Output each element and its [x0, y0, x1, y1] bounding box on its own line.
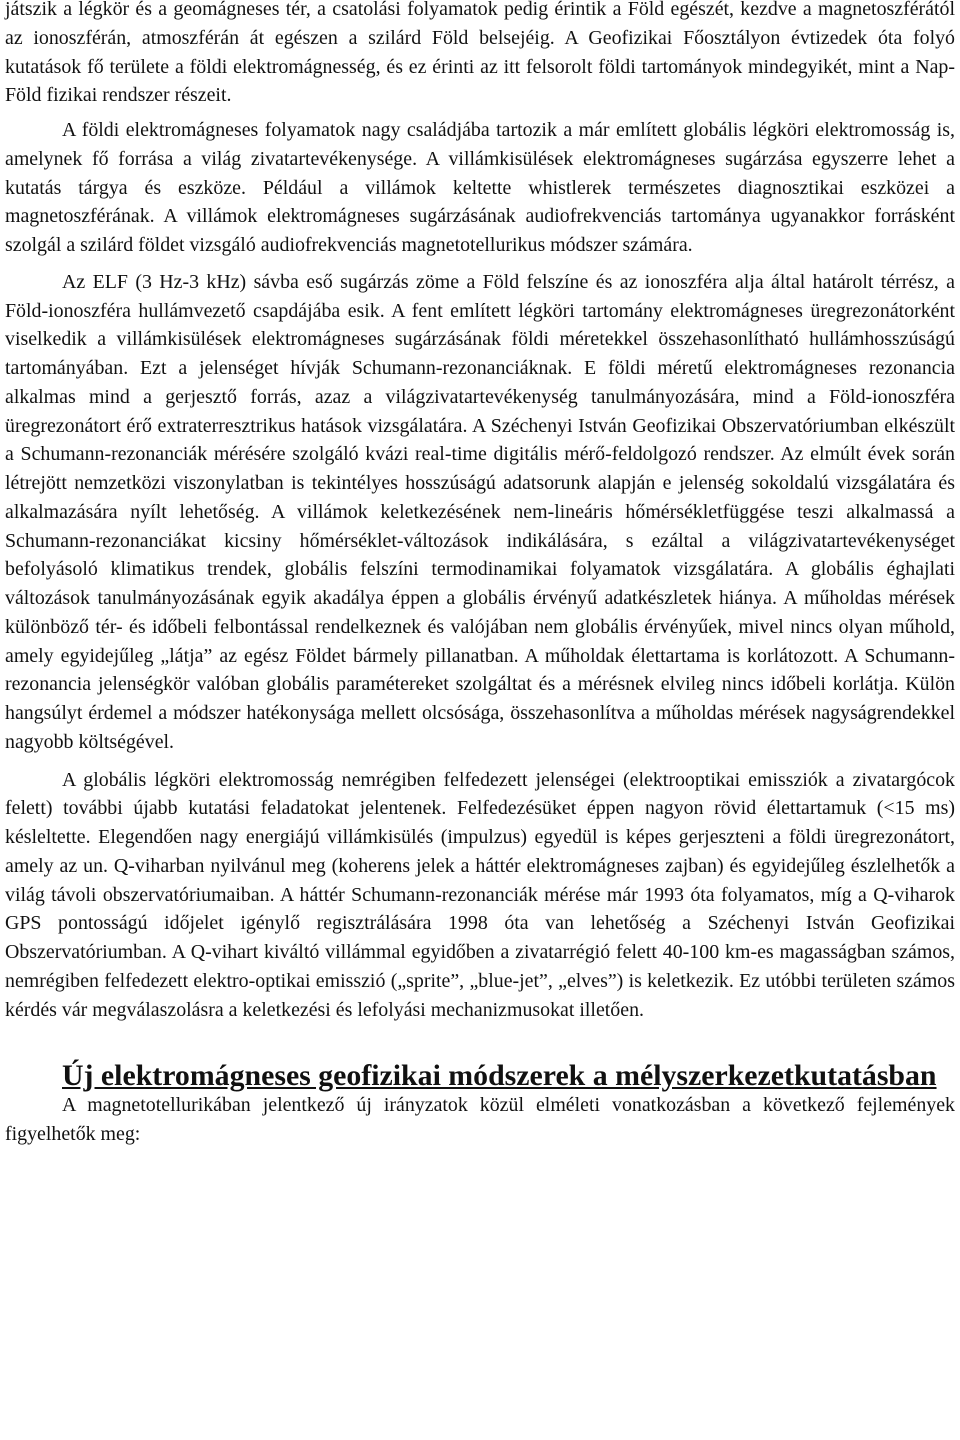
paragraph-schumann-resonance: Az ELF (3 Hz-3 kHz) sávba eső sugárzás zöme a Föld felszíne és az ionoszféra alja által határolt térrész, a Föld-ionoszféra hullámvezető csapdájába esik. A fent említett légköri tartomány elektromágneses üregrezonátorként viselkedik a villámkisülések elektromágneses sugárzásának földi méretekkel összehasonlítható hullámhosszúságú tartományában. Ezt a jelenséget hívják Schumann-rezonanciáknak. E földi méretű elektromágneses rezonancia alkalmas mind a gerjesztő forrás, azaz a világzivatartevékenység tanulmányozására, mind a Föld-ionoszféra üregrezonátort érő extraterresztrikus hatások vizsgálatára. A Széchenyi István Geofizikai Obszervatóriumban elkészült a Schumann-rezonanciák mérésére szolgáló kvázi real-time digitális mérő-feldolgozó rendszer. Az elmúlt évek során létrejött nemzetközi viszonylatban is tekintélyes hosszúságú adatsorunk alapján e jelenség sokoldalú vizsgálatára és alkalmazására nyílt lehetőség. A villámok keletkezésének nem-lineáris hőmérsékletfüggése teszi alkalmassá a Schumann-rezonanciákat kicsiny hőmérséklet-változások indikálására, s ezáltal a világzivatartevékenységet befolyásoló klimatikus trendek, globális felszíni termodinamikai folyamatok vizsgálatára. A globális éghajlati változások tanulmányozásának egyik akadálya éppen a globális érvényű adatkészletek hiánya. A műholdas mérések különböző tér- és időbeli felbontással rendelkeznek és valójában nem globális érvényűek, mivel nincs olyan műhold, amely egyidejűleg „látja” az egész Földet bármely pillanatban. A műholdak élettartama is korlátozott. A Schumann-rezonancia jelenségkör valóban globális paramétereket szolgáltat és a mérésnek elvileg nincs időbeli korlátja. Külön hangsúlyt érdemel a módszer hatékonysága mellett olcsósága, összehasonlítva a műholdas mérések nagyságrendekkel nagyobb költségével. — [5, 270, 955, 753]
paragraph-atmospheric-electricity: A globális légköri elektromosság nemrégiben felfedezett jelenségei (elektrooptikai emissziók a zivatargócok felett) további újabb kutatási feladatokat jelentenek. Felfedezésüket éppen nagyon rövid élettartamuk (<15 ms) késleltette. Elegendően nagy energiájú villámkisülés (impulzus) egyedül is képes gerjeszteni a földi üregrezonátort, amely az un. Q-viharban nyilvánul meg (koherens jelek a háttér elektromágneses zajban) és egyidejűleg észlelhetők a világ távoli obszervatóriumaiban. A háttér Schumann-rezonanciák mérése már 1993 óta folyamatos, míg a Q-viharok GPS pontosságú időjelet igénylő regisztrálására 1998 óta van lehetőség a Széchenyi István Geofizikai Obszervatóriumban. A Q-vihart kiváltó villámmal egyidőben a zivatarrégió felett 40-100 km-es magasságban számos, nemrégiben felfedezett elektro-optikai emisszió („sprite”, „blue-jet”, „elves”) is keletkezik. Ez utóbbi területen számos kérdés vár megválaszolásra a keletkezési és lefolyási mechanizmusokat illetően. — [5, 768, 955, 1021]
paragraph-continuation: játszik a légkör és a geomágneses tér, a csatolási folyamatok pedig érintik a Föld egészét, kezdve a magnetoszférától az ionoszférán, atmoszférán át egészen a szilárd Föld belsejéig. A Geofizikai Főosztályon évtizedek óta folyó kutatások fő területe a földi elektromágnesség, és ez érinti az itt felsorolt földi tartományok mindegyikét, mint a Nap-Föld fizikai rendszer részeit. — [5, 0, 955, 107]
paragraph-electromagnetic-processes: A földi elektromágneses folyamatok nagy családjába tartozik a már említett globális légköri elektromosság is, amelynek fő forrása a világ zivatartevékenysége. A villámkisülések elektromágneses sugárzása egyszerre lehet a kutatás tárgya és eszköze. Például a villámok keltette whistlerek természetes diagnosztikai eszközei a magnetoszférának. A villámok elektromágneses sugárzásának audiofrekvenciás tartománya ugyanakkor forrásként szolgál a szilárd földet vizsgáló audiofrekvenciás magnetotellurikus módszer számára. — [5, 119, 955, 256]
paragraph-section-intro: A magnetotellurikában jelentkező új irányzatok közül elméleti vonatkozásban a következő fejlemények figyelhetők meg: — [5, 1094, 955, 1145]
section-heading: Új elektromágneses geofizikai módszerek a mélyszerkezetkutatásban — [62, 1059, 937, 1093]
document-page — [5, 0, 955, 1149]
